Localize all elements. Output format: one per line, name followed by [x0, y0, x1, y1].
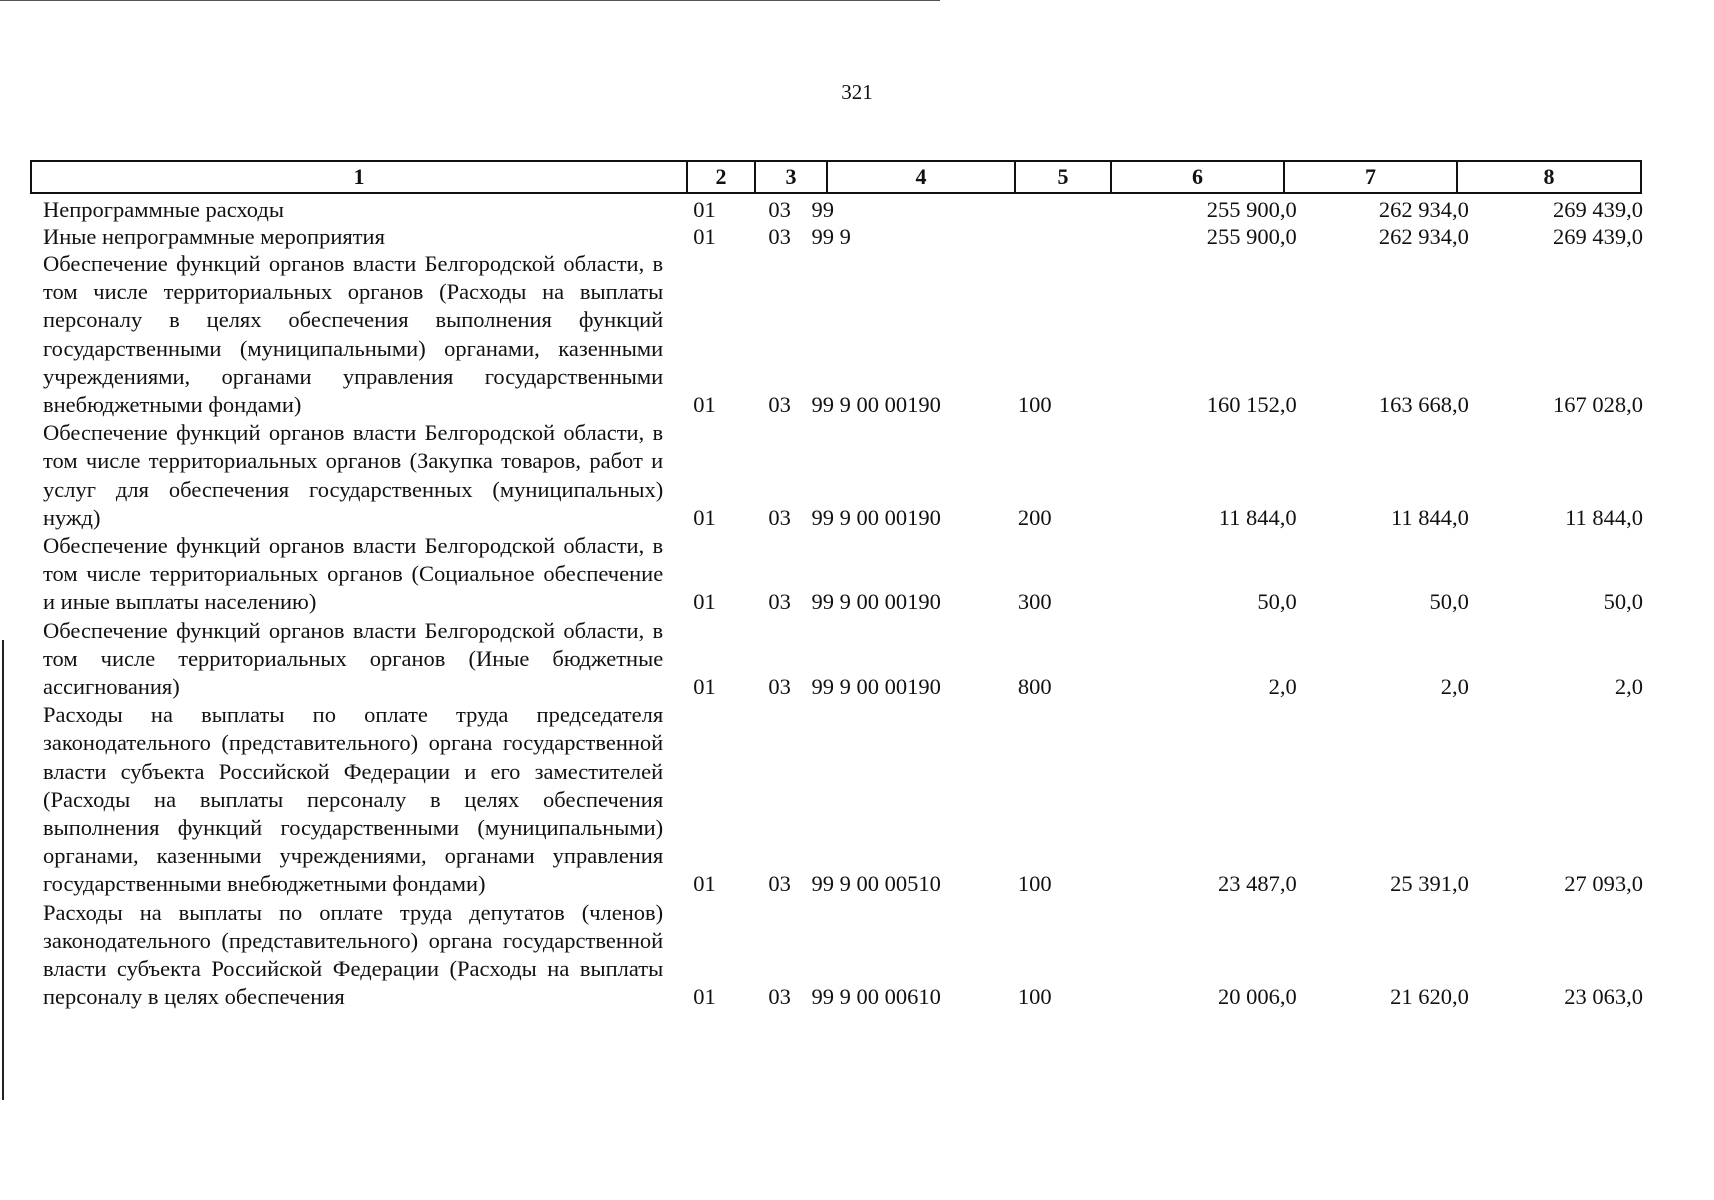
row-amount-1: 50,0 [1257, 589, 1297, 615]
row-subsection: 03 [768, 224, 791, 249]
row-subsection: 03 [768, 392, 791, 418]
row-amount-2: 11 844,0 [1390, 504, 1469, 530]
row-amount-2: 50,0 [1429, 589, 1469, 615]
row-section: 01 [693, 392, 716, 418]
row-target-article: 99 9 [811, 224, 851, 249]
row-target-article: 99 9 00 00190 [811, 392, 941, 418]
header-col-7: 7 [1285, 162, 1458, 192]
table-row [43, 701, 1643, 898]
row-amount-3: 269 439,0 [1553, 197, 1643, 222]
row-section: 01 [693, 224, 716, 249]
row-expense-type: 100 [1017, 984, 1052, 1010]
header-col-6: 6 [1112, 162, 1285, 192]
row-description: Расходы на выплаты по оплате труда председателя законодательного (представительного) органа государственной власти субъекта Российской Федерации и его заместителей (Расходы на выплаты персоналу в целях обеспечения выполнения функций государственными (муниципальными) органами, казенными учреждениями, органами управления государственными внебюджетными фондами) [43, 702, 664, 897]
row-target-article: 99 9 00 00190 [811, 674, 941, 700]
row-amount-1: 255 900,0 [1206, 197, 1297, 222]
row-description: Обеспечение функций органов власти Белгородской области, в том числе территориальных органов (Социальное обеспечение и иные выплаты населению) [43, 533, 664, 615]
row-amount-3: 2,0 [1614, 674, 1643, 700]
row-target-article: 99 9 00 00190 [811, 589, 941, 615]
row-amount-2: 21 620,0 [1390, 984, 1469, 1010]
row-description: Иные непрограммные мероприятия [43, 224, 385, 249]
table-row [43, 223, 1643, 250]
scan-edge-top [0, 0, 940, 1]
header-col-5: 5 [1016, 162, 1112, 192]
row-subsection: 03 [768, 197, 791, 222]
row-description: Обеспечение функций органов власти Белгородской области, в том числе территориальных органов (Закупка товаров, работ и услуг для обеспечения государственных (муниципальных) нужд) [43, 420, 664, 530]
row-amount-1: 2,0 [1268, 674, 1297, 700]
row-subsection: 03 [768, 589, 791, 615]
row-amount-2: 163 668,0 [1378, 392, 1469, 418]
row-amount-2: 262 934,0 [1378, 197, 1469, 222]
table-row [43, 419, 1643, 532]
row-amount-1: 160 152,0 [1206, 392, 1297, 418]
row-section: 01 [693, 871, 716, 897]
row-amount-2: 262 934,0 [1378, 224, 1469, 249]
row-description: Расходы на выплаты по оплате труда депутатов (членов) законодательного (представительного) органа государственной власти субъекта Российской Федерации (Расходы на выплаты персоналу в целях обеспечения [43, 899, 664, 1010]
row-amount-3: 167 028,0 [1553, 392, 1643, 418]
row-section: 01 [693, 984, 716, 1010]
page-number: 321 [841, 80, 873, 104]
header-col-3: 3 [756, 162, 828, 192]
row-subsection: 03 [768, 871, 791, 897]
row-amount-1: 255 900,0 [1206, 224, 1297, 249]
row-amount-1: 23 487,0 [1217, 871, 1297, 897]
row-target-article: 99 [811, 197, 834, 222]
row-expense-type: 100 [1017, 392, 1052, 418]
row-target-article: 99 9 00 00190 [811, 504, 941, 530]
header-col-2: 2 [688, 162, 756, 192]
table-body [43, 196, 1643, 1011]
row-amount-3: 50,0 [1603, 589, 1643, 615]
row-expense-type: 300 [1017, 589, 1052, 615]
table-row [43, 617, 1643, 702]
row-amount-3: 23 063,0 [1564, 984, 1643, 1010]
row-section: 01 [693, 504, 716, 530]
row-amount-3: 269 439,0 [1553, 224, 1643, 249]
table-row [43, 532, 1643, 617]
row-subsection: 03 [768, 674, 791, 700]
header-col-8: 8 [1543, 164, 1555, 189]
row-amount-2: 25 391,0 [1390, 871, 1469, 897]
header-col-1: 1 [32, 162, 688, 192]
table-row [43, 250, 1643, 419]
row-description: Обеспечение функций органов власти Белгородской области, в том числе территориальных органов (Иные бюджетные ассигнования) [43, 617, 664, 700]
row-amount-3: 27 093,0 [1564, 871, 1643, 897]
table-header [30, 160, 1642, 194]
row-amount-1: 20 006,0 [1217, 984, 1297, 1010]
row-description: Обеспечение функций органов власти Белгородской области, в том числе территориальных органов (Расходы на выплаты персоналу в целях обеспечения выполнения функций государственными (муниципальными) органами, казенными учреждениями, органами управления государственными внебюджетными фондами) [43, 251, 664, 418]
row-amount-3: 11 844,0 [1565, 504, 1643, 530]
row-section: 01 [693, 589, 716, 615]
row-section: 01 [693, 674, 716, 700]
row-subsection: 03 [768, 984, 791, 1010]
scan-edge-left [2, 640, 4, 1100]
row-amount-2: 2,0 [1440, 674, 1469, 700]
table-row [43, 899, 1643, 1012]
row-target-article: 99 9 00 00610 [811, 984, 941, 1010]
row-description: Непрограммные расходы [43, 197, 284, 222]
row-expense-type: 800 [1017, 674, 1052, 700]
row-target-article: 99 9 00 00510 [811, 871, 941, 897]
row-section: 01 [693, 197, 716, 222]
row-expense-type: 100 [1017, 871, 1052, 897]
table-row [43, 196, 1643, 223]
row-amount-1: 11 844,0 [1218, 504, 1297, 530]
row-expense-type: 200 [1017, 504, 1052, 530]
header-col-4: 4 [828, 162, 1016, 192]
row-subsection: 03 [768, 504, 791, 530]
